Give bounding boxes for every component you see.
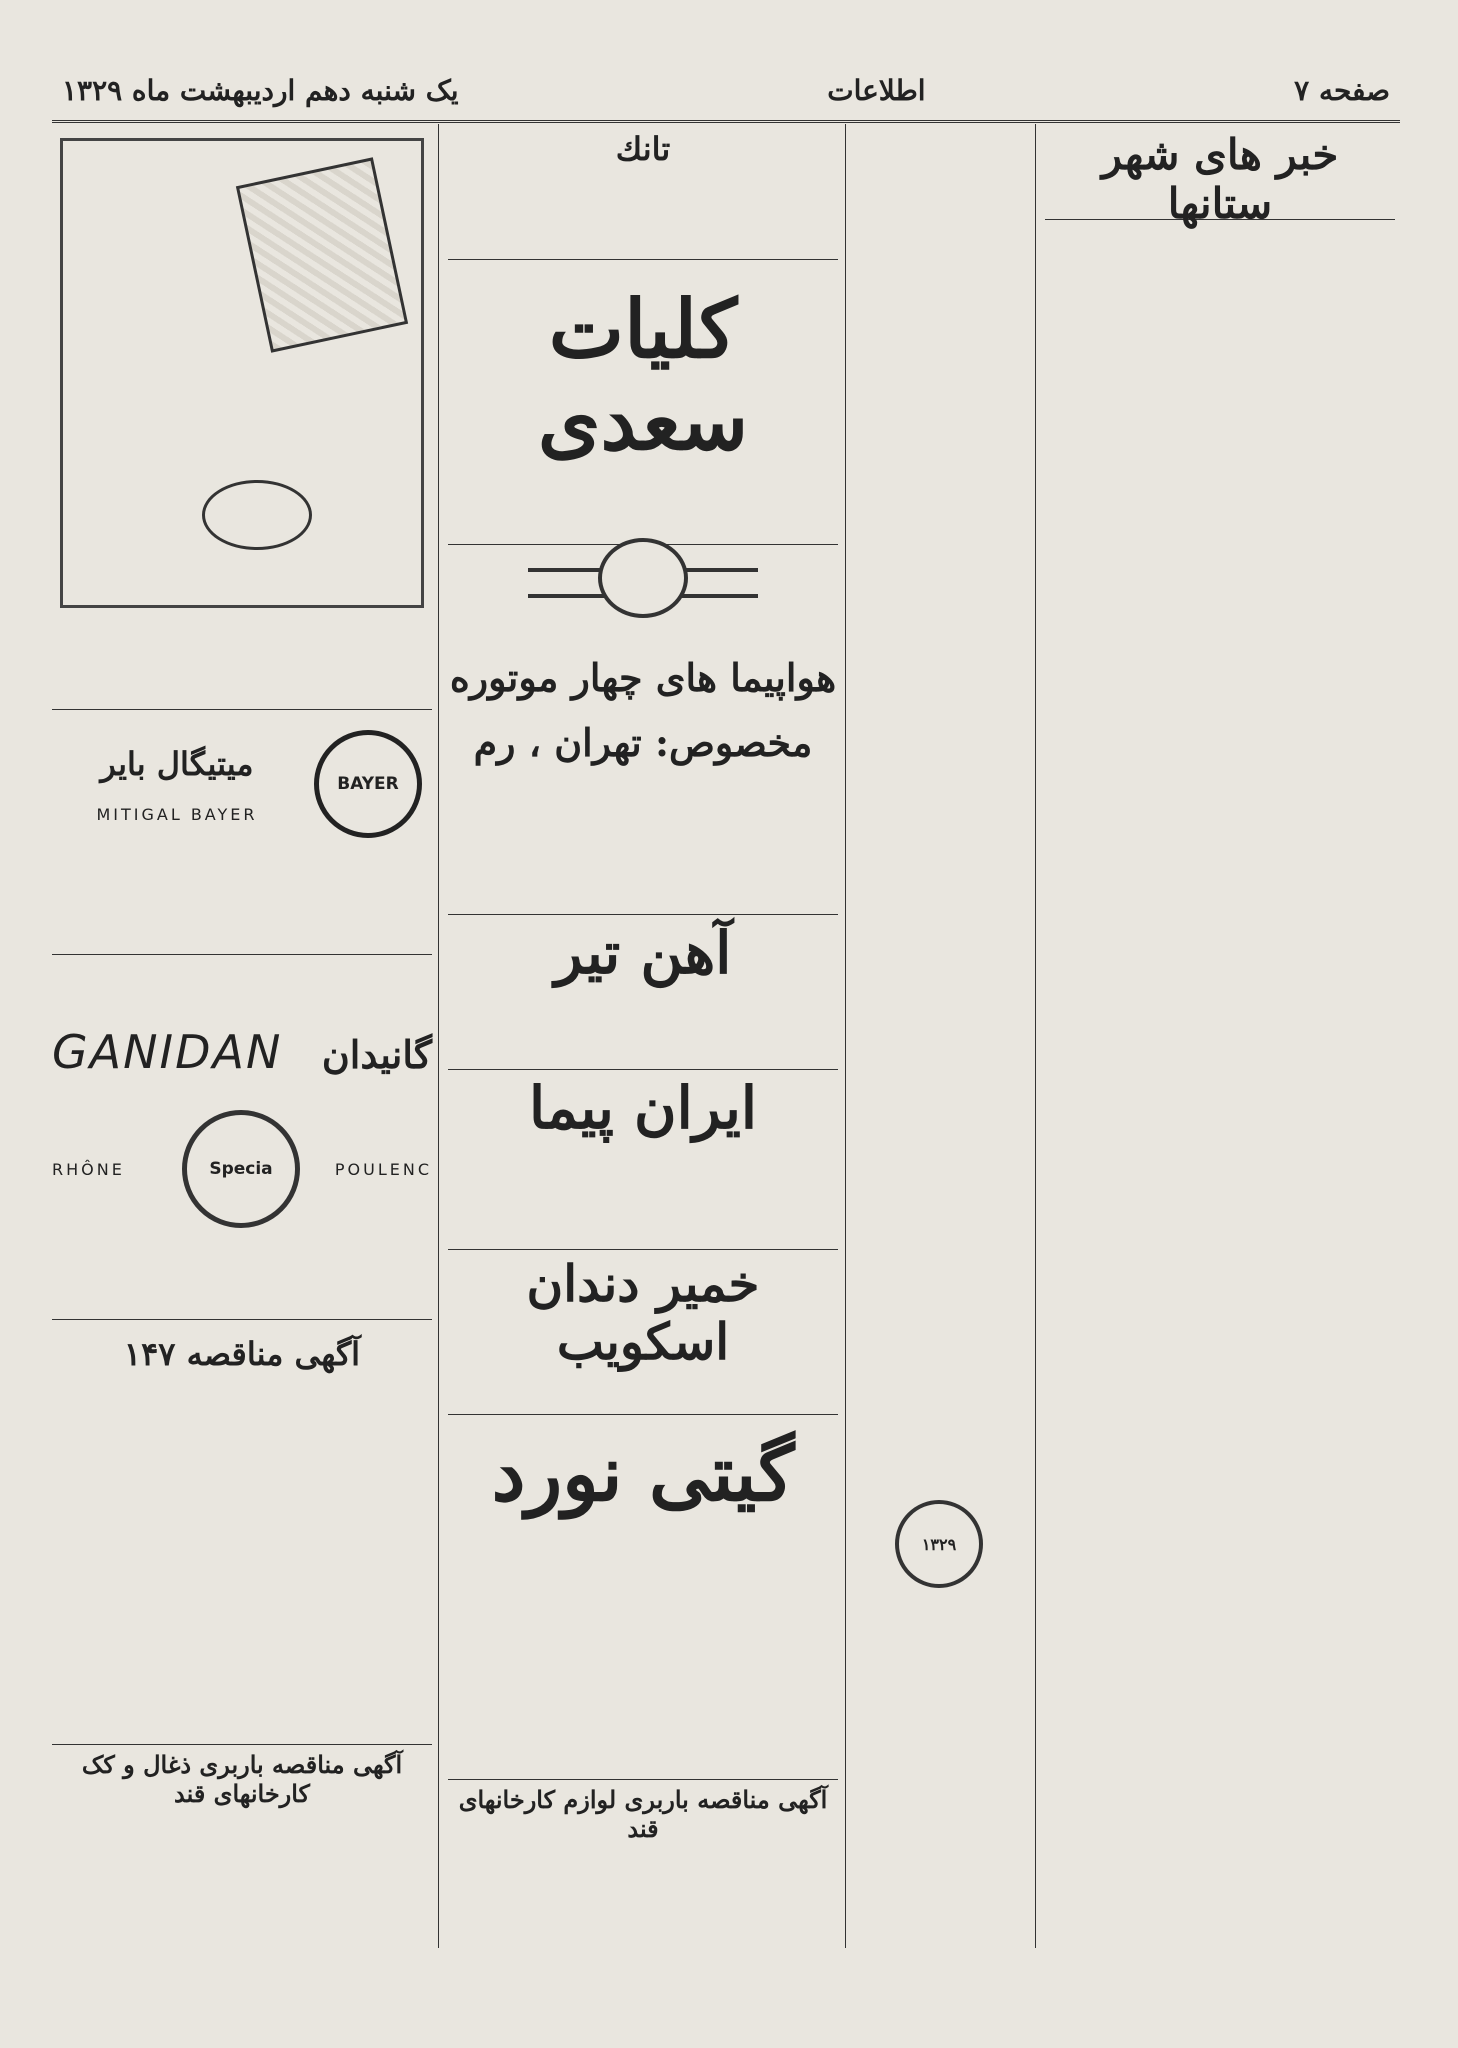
city-news-section (1045, 130, 1395, 228)
issue-date: یک شنبه دهم اردیبهشت ماه ۱۳۲۹ (62, 73, 459, 107)
sugar-tender-title: آگهی مناقصه باربری ذغال و کک کارخانهای قند (81, 1750, 403, 1808)
airplanes-route: مخصوص: تهران ، رم (473, 720, 813, 765)
iran-bima-ad (448, 1075, 838, 1250)
toothpaste-title: خمیر دندان اسکویب (526, 1254, 760, 1371)
emblem-icon: ۱۳۲۹ (895, 1500, 983, 1588)
toothpaste-ad (448, 1255, 838, 1415)
sugar-tender-2-title: آگهی مناقصه باربری لوازم کارخانهای قند (458, 1785, 828, 1843)
kolliyat-ad (448, 265, 838, 545)
emblem-block (845, 1490, 1035, 1610)
ganidan-latin: GANIDAN (52, 1025, 283, 1079)
giti-navard-title: گیتی نورد (491, 1429, 795, 1518)
masthead (52, 60, 1400, 123)
airline-logo-icon (598, 538, 688, 618)
giti-navard-ad (448, 1420, 838, 1780)
ganidan-ad (52, 960, 432, 1320)
tea-ad (52, 130, 432, 710)
tea-glass-icon (202, 480, 312, 550)
bayer-logo-icon: BAYER (314, 730, 422, 838)
sugar-tender-2-head (448, 1785, 838, 1843)
tank-headline: تانك (615, 130, 671, 168)
mitigal-latin: MITIGAL BAYER (96, 805, 258, 824)
iran-bima-title: ایران پیما (528, 1074, 757, 1142)
ganidan-title-row (52, 1025, 432, 1079)
newspaper-name: اطلاعات (827, 73, 926, 107)
column-rule (845, 124, 846, 1948)
rhone-poulenc-logo-icon: Specia (182, 1110, 300, 1228)
city-news-headline: خبر های شهر ستانها (1101, 130, 1339, 228)
airline-ad (448, 550, 838, 915)
column-rule (438, 124, 439, 1948)
ganidan-title: گانیدان (321, 1032, 432, 1077)
ahan-tir-title: آهن تیر (554, 919, 732, 987)
mitigal-ad (52, 715, 432, 955)
tender-147 (52, 1325, 432, 1745)
sugar-tender (52, 1750, 432, 1810)
kolliyat-title: کلیات سعدی (537, 282, 749, 468)
tender-147-title: آگهی مناقصه ۱۴۷ (123, 1335, 361, 1373)
column-rule (1035, 124, 1036, 1948)
rhone-text: RHÔNE (52, 1160, 125, 1179)
page-number: صفحه ۷ (1294, 73, 1390, 107)
airplanes-headline: هواپیما های چهار موتوره (449, 655, 837, 700)
ahan-tir-ad (448, 920, 838, 1070)
poulenc-text: POULENC (334, 1160, 432, 1179)
tank-ad (448, 130, 838, 260)
mitigal-title: میتیگال بایر (100, 745, 254, 783)
